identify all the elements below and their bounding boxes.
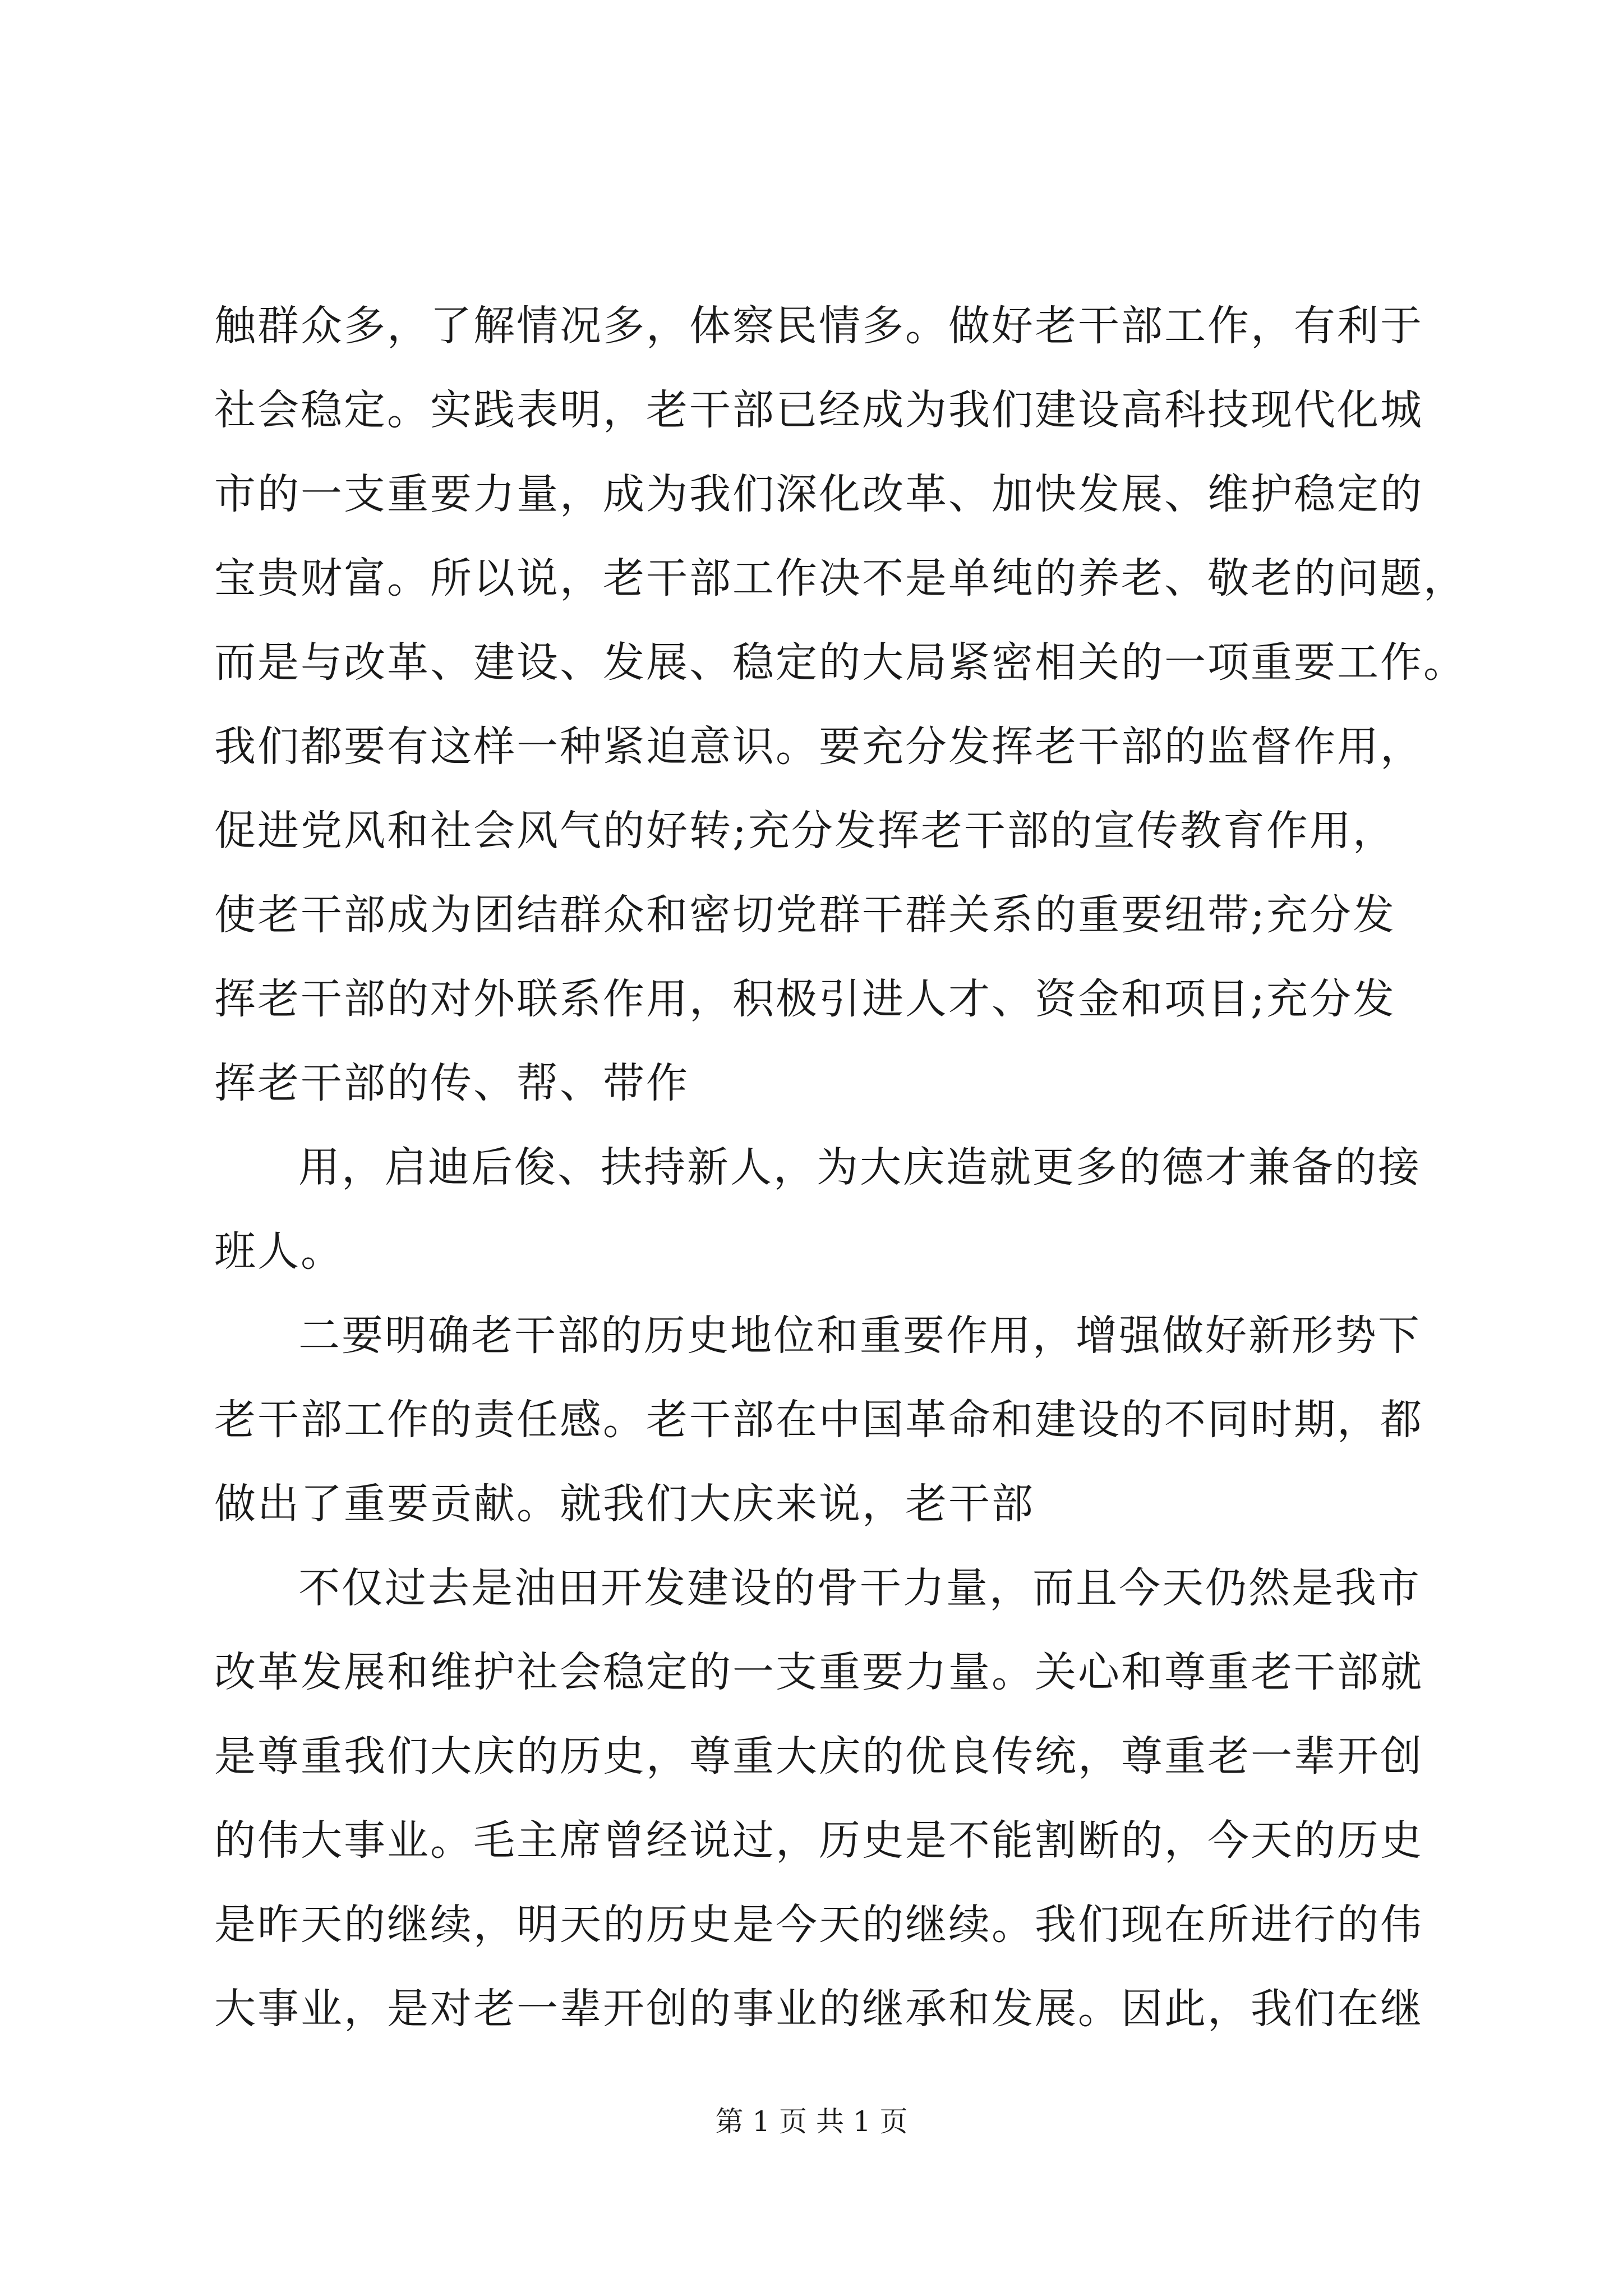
text-line: 不仅过去是油田开发建设的骨干力量，而且今天仍然是我市 <box>298 1564 1421 1612</box>
text-line: 挥老干部的传、帮、带作 <box>214 1059 689 1107</box>
text-line: 市的一支重要力量，成为我们深化改革、加快发展、维护稳定的 <box>214 470 1423 518</box>
text-line: 是尊重我们大庆的历史，尊重大庆的优良传统，尊重老一辈开创 <box>214 1732 1423 1780</box>
text-line: 班人。 <box>214 1227 344 1276</box>
text-line: 促进党风和社会风气的好转;充分发挥老干部的宣传教育作用， <box>214 807 1396 855</box>
text-line: 是昨天的继续，明天的历史是今天的继续。我们现在所进行的伟 <box>214 1901 1423 1949</box>
text-line: 而是与改革、建设、发展、稳定的大局紧密相关的一项重要工作。 <box>214 638 1467 687</box>
text-line: 大事业，是对老一辈开创的事业的继承和发展。因此，我们在继 <box>214 1985 1423 2033</box>
text-line: 社会稳定。实践表明，老干部已经成为我们建设高科技现代化城 <box>214 386 1423 434</box>
text-line: 用，启迪后俊、扶持新人，为大庆造就更多的德才兼备的接 <box>298 1143 1421 1191</box>
text-line: 老干部工作的责任感。老干部在中国革命和建设的不同时期，都 <box>214 1396 1423 1444</box>
text-line: 的伟大事业。毛主席曾经说过，历史是不能割断的，今天的历史 <box>214 1816 1423 1865</box>
text-line: 宝贵财富。所以说，老干部工作决不是单纯的养老、敬老的问题， <box>214 554 1467 602</box>
text-line: 二要明确老干部的历史地位和重要作用，增强做好新形势下 <box>298 1312 1421 1360</box>
text-line: 使老干部成为团结群众和密切党群干群关系的重要纽带;充分发 <box>214 891 1396 939</box>
text-line: 改革发展和维护社会稳定的一支重要力量。关心和尊重老干部就 <box>214 1648 1423 1696</box>
page-number-footer: 第 1 页 共 1 页 <box>715 2105 908 2138</box>
text-line: 触群众多，了解情况多，体察民情多。做好老干部工作，有利于 <box>214 302 1423 350</box>
text-line: 我们都要有这样一种紧迫意识。要充分发挥老干部的监督作用， <box>214 723 1423 771</box>
text-line: 做出了重要贡献。就我们大庆来说，老干部 <box>214 1480 1035 1528</box>
text-line: 挥老干部的对外联系作用，积极引进人才、资金和项目;充分发 <box>214 975 1396 1023</box>
